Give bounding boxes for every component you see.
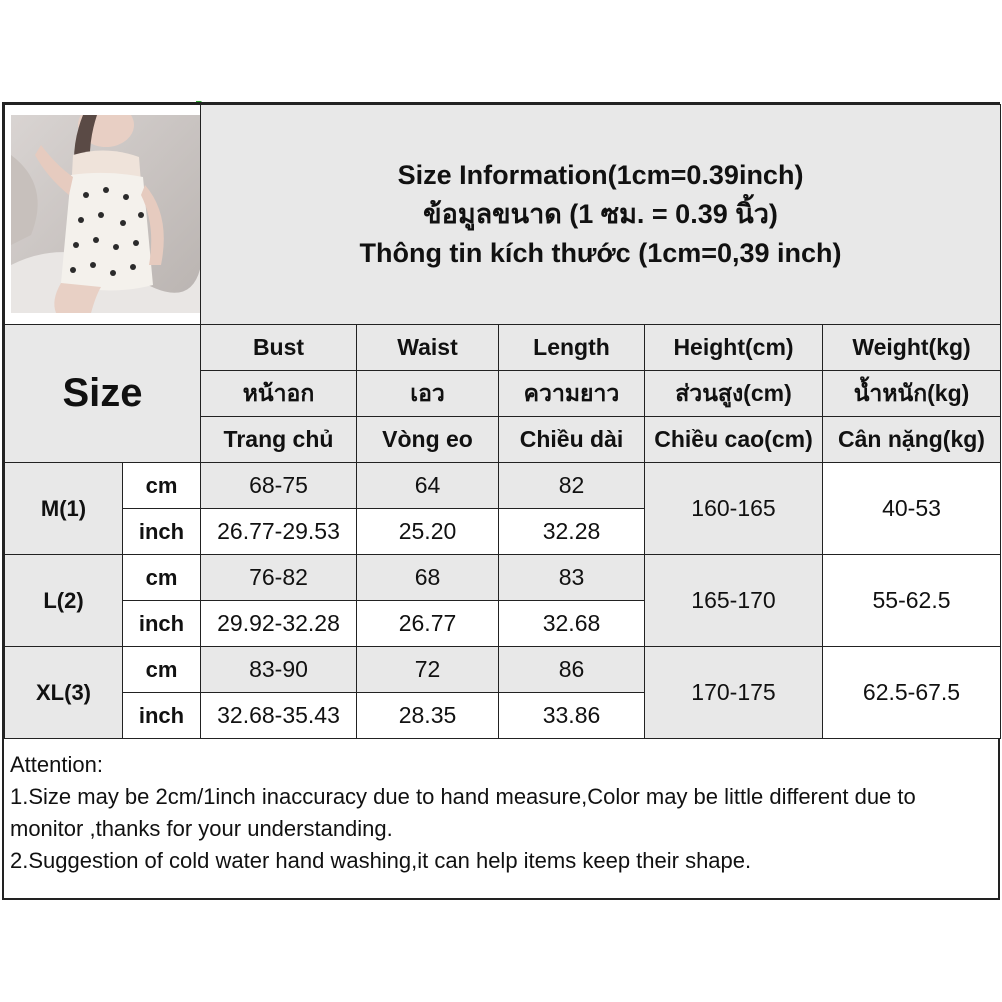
bust-value: 83-90 bbox=[201, 647, 357, 693]
height-value: 165-170 bbox=[645, 555, 823, 647]
size-code: L(2) bbox=[5, 555, 123, 647]
unit-label: inch bbox=[123, 601, 201, 647]
waist-value: 72 bbox=[357, 647, 499, 693]
title-en: Size Information(1cm=0.39inch) bbox=[397, 160, 804, 190]
length-value: 82 bbox=[499, 463, 645, 509]
waist-value: 28.35 bbox=[357, 693, 499, 739]
col-height-vi: Chiều cao(cm) bbox=[645, 417, 823, 463]
unit-label: cm bbox=[123, 647, 201, 693]
col-weight-vi: Cân nặng(kg) bbox=[823, 417, 1001, 463]
length-value: 83 bbox=[499, 555, 645, 601]
bust-value: 26.77-29.53 bbox=[201, 509, 357, 555]
size-table bbox=[4, 104, 1001, 739]
col-waist-en: Waist bbox=[357, 325, 499, 371]
waist-value: 68 bbox=[357, 555, 499, 601]
table-row bbox=[5, 555, 1001, 601]
table-row bbox=[5, 647, 1001, 693]
col-weight-th: น้ำหนัก(kg) bbox=[823, 371, 1001, 417]
weight-value: 55-62.5 bbox=[823, 555, 1001, 647]
notes-line-1: 1.Size may be 2cm/1inch inaccuracy due to hand measure,Color may be little different due to monitor ,thanks for your understanding. bbox=[10, 784, 916, 841]
col-bust-th: หน้าอก bbox=[201, 371, 357, 417]
weight-value: 62.5-67.5 bbox=[823, 647, 1001, 739]
size-code: M(1) bbox=[5, 463, 123, 555]
col-weight-en: Weight(kg) bbox=[823, 325, 1001, 371]
weight-value: 40-53 bbox=[823, 463, 1001, 555]
col-length-th: ความยาว bbox=[499, 371, 645, 417]
unit-label: inch bbox=[123, 693, 201, 739]
col-length-vi: Chiều dài bbox=[499, 417, 645, 463]
waist-value: 25.20 bbox=[357, 509, 499, 555]
height-value: 160-165 bbox=[645, 463, 823, 555]
unit-label: cm bbox=[123, 463, 201, 509]
waist-value: 26.77 bbox=[357, 601, 499, 647]
table-row bbox=[5, 463, 1001, 509]
bust-value: 76-82 bbox=[201, 555, 357, 601]
title-th: ข้อมูลขนาด (1 ซม. = 0.39 นิ้ว) bbox=[423, 199, 778, 229]
title-cell bbox=[201, 105, 1001, 325]
height-value: 170-175 bbox=[645, 647, 823, 739]
notes-heading: Attention: bbox=[10, 752, 103, 777]
col-height-th: ส่วนสูง(cm) bbox=[645, 371, 823, 417]
col-bust-vi: Trang chủ bbox=[201, 417, 357, 463]
bust-value: 68-75 bbox=[201, 463, 357, 509]
col-length-en: Length bbox=[499, 325, 645, 371]
product-photo bbox=[11, 115, 201, 313]
col-bust-en: Bust bbox=[201, 325, 357, 371]
attention-notes bbox=[4, 745, 998, 881]
title-vi: Thông tin kích thước (1cm=0,39 inch) bbox=[359, 238, 842, 268]
bust-value: 32.68-35.43 bbox=[201, 693, 357, 739]
size-heading: Size bbox=[5, 325, 201, 463]
size-chart bbox=[2, 102, 1000, 900]
col-waist-vi: Vòng eo bbox=[357, 417, 499, 463]
col-waist-th: เอว bbox=[357, 371, 499, 417]
length-value: 33.86 bbox=[499, 693, 645, 739]
length-value: 32.28 bbox=[499, 509, 645, 555]
unit-label: inch bbox=[123, 509, 201, 555]
length-value: 86 bbox=[499, 647, 645, 693]
bust-value: 29.92-32.28 bbox=[201, 601, 357, 647]
unit-label: cm bbox=[123, 555, 201, 601]
waist-value: 64 bbox=[357, 463, 499, 509]
notes-line-2: 2.Suggestion of cold water hand washing,it can help items keep their shape. bbox=[10, 848, 752, 873]
product-photo-cell bbox=[5, 105, 201, 325]
size-code: XL(3) bbox=[5, 647, 123, 739]
length-value: 32.68 bbox=[499, 601, 645, 647]
col-height-en: Height(cm) bbox=[645, 325, 823, 371]
